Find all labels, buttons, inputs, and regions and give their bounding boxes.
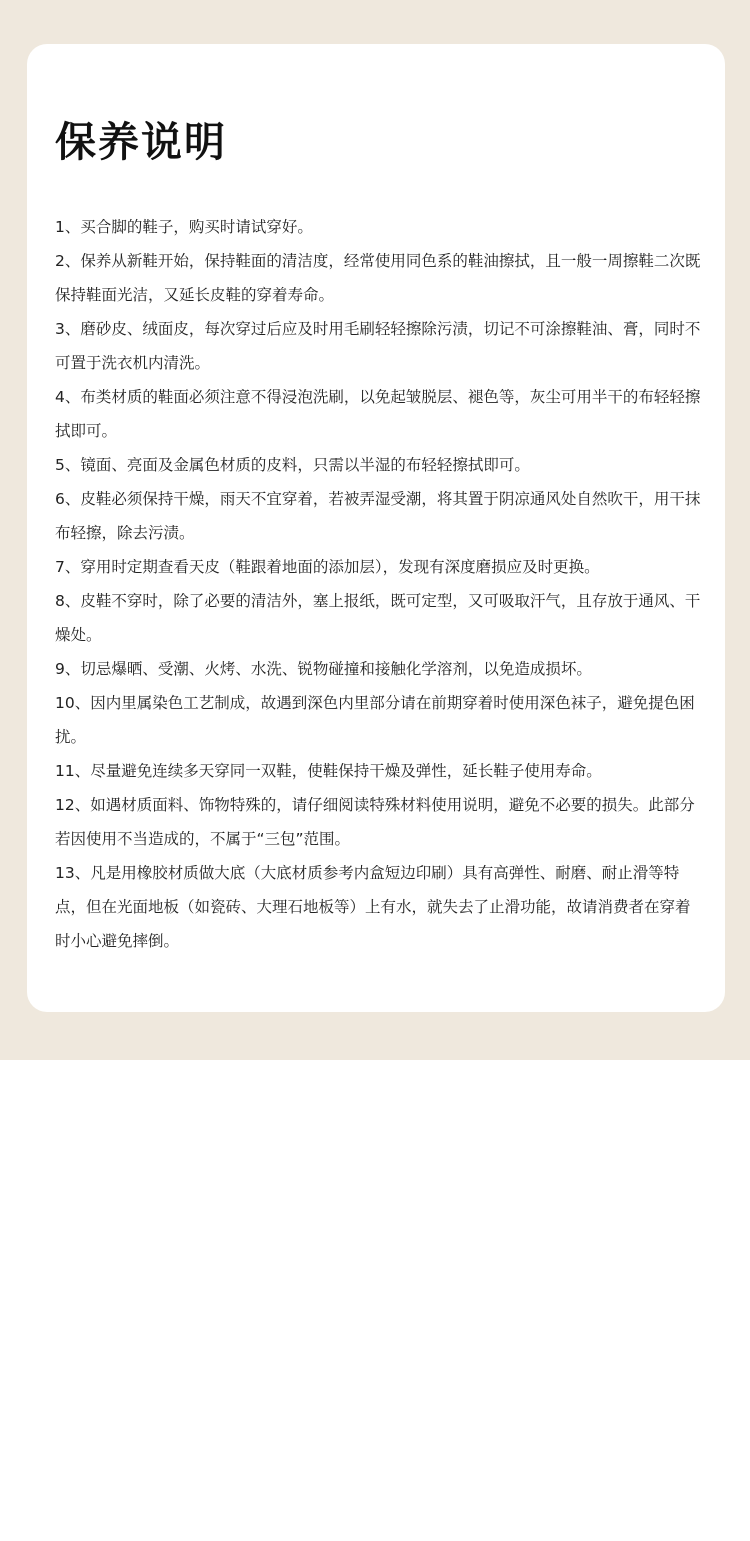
care-instruction-item: 5、镜面、亮面及金属色材质的皮料，只需以半湿的布轻轻擦拭即可。	[55, 456, 530, 474]
care-instruction-item: 10、因内里属染色工艺制成，故遇到深色内里部分请在前期穿着时使用深色袜子，避免提色困扰。	[55, 694, 695, 746]
care-instruction-item: 9、切忌爆晒、受潮、火烤、水洗、锐物碰撞和接触化学溶剂，以免造成损坏。	[55, 660, 592, 678]
blank-bottom-area	[0, 1060, 750, 1541]
care-instruction-item: 11、尽量避免连续多天穿同一双鞋，使鞋保持干燥及弹性，延长鞋子使用寿命。	[55, 762, 602, 780]
care-instruction-item: 2、保养从新鞋开始，保持鞋面的清洁度，经常使用同色系的鞋油擦拭，且一般一周擦鞋二次既保持鞋面光洁，又延长皮鞋的穿着寿命。	[55, 252, 701, 304]
page-title: 保养说明	[55, 118, 227, 166]
care-instructions-card	[27, 44, 725, 1012]
care-instruction-item: 7、穿用时定期查看天皮（鞋跟着地面的添加层），发现有深度磨损应及时更换。	[55, 558, 600, 576]
care-instruction-item: 1、买合脚的鞋子，购买时请试穿好。	[55, 218, 313, 236]
care-instruction-item: 6、皮鞋必须保持干燥，雨天不宜穿着，若被弄湿受潮，将其置于阴凉通风处自然吹干，用干抹布轻擦，除去污渍。	[55, 490, 701, 542]
care-instructions-list	[55, 210, 701, 958]
care-instruction-item: 3、磨砂皮、绒面皮，每次穿过后应及时用毛刷轻轻擦除污渍，切记不可涂擦鞋油、膏，同时不可置于洗衣机内清洗。	[55, 320, 701, 372]
care-instruction-item: 8、皮鞋不穿时，除了必要的清洁外，塞上报纸，既可定型，又可吸取汗气，且存放于通风、干燥处。	[55, 592, 701, 644]
care-instruction-item: 4、布类材质的鞋面必须注意不得浸泡洗刷，以免起皱脱层、褪色等，灰尘可用半干的布轻轻擦拭即可。	[55, 388, 701, 440]
care-instruction-item: 13、凡是用橡胶材质做大底（大底材质参考内盒短边印刷）具有高弹性、耐磨、耐止滑等特点，但在光面地板（如瓷砖、大理石地板等）上有水，就失去了止滑功能，故请消费者在穿着时小心避免摔倒。	[55, 864, 691, 950]
care-instruction-item: 12、如遇材质面料、饰物特殊的，请仔细阅读特殊材料使用说明，避免不必要的损失。此部分若因使用不当造成的，不属于“三包”范围。	[55, 796, 695, 848]
